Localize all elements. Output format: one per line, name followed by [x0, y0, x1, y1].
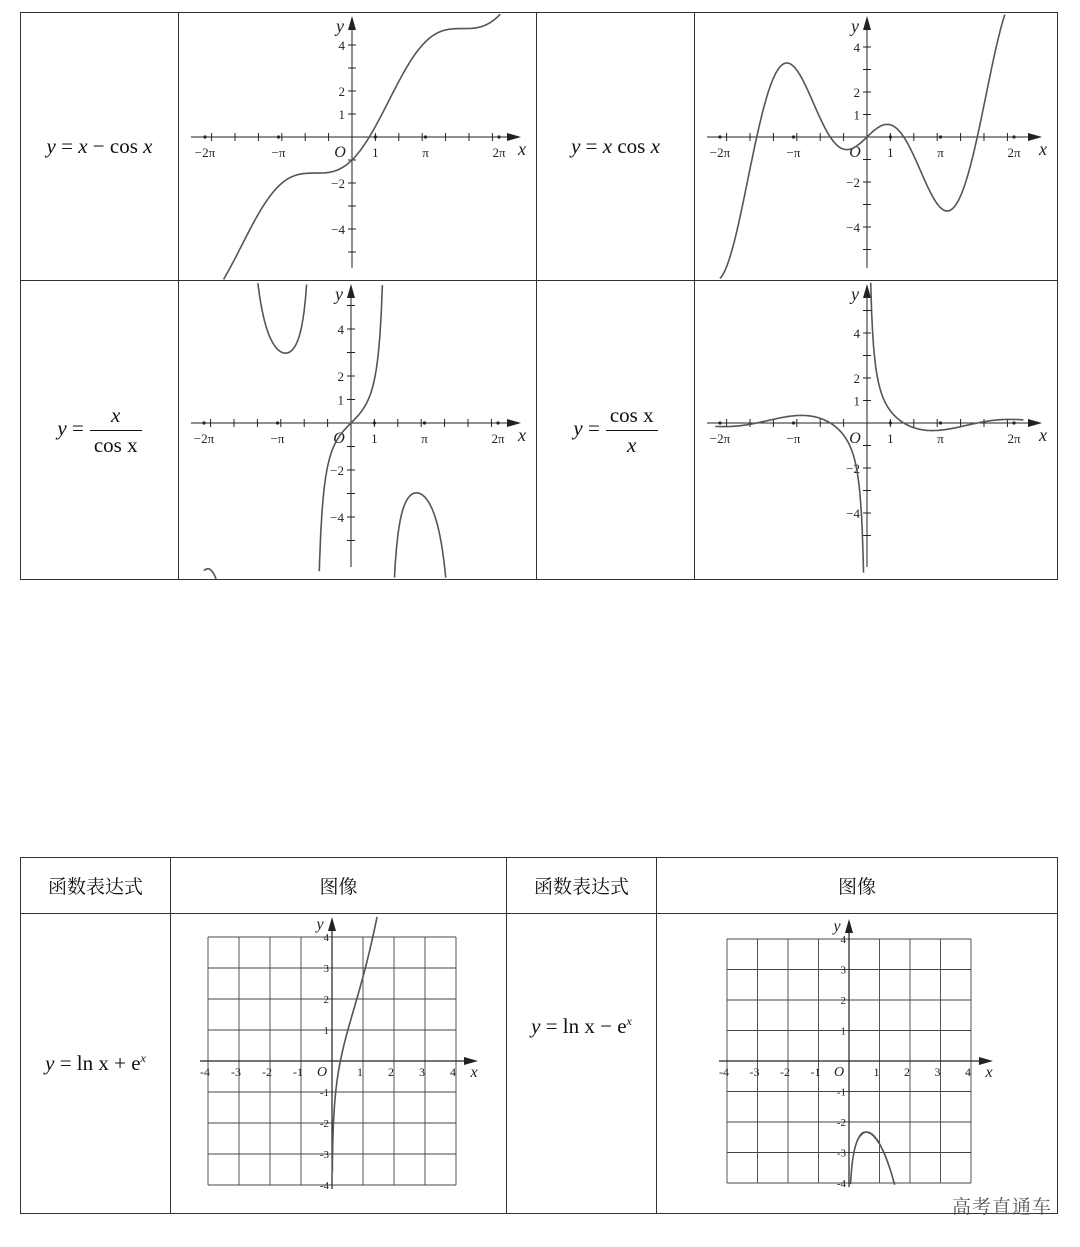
function-curve: [715, 282, 1023, 572]
x-tick-mark: [373, 421, 376, 424]
y-axis-arrow: [863, 16, 871, 30]
function-graph-table-log-exp: [20, 857, 1058, 1214]
y-tick-label: -4: [836, 1177, 846, 1190]
x-tick-label: π: [422, 144, 429, 160]
y-tick-label: 2: [337, 368, 344, 384]
graph-x-over-cosx: [179, 282, 535, 579]
header-expression: 函数表达式: [21, 858, 171, 914]
y-tick-label: −2: [330, 462, 344, 478]
y-tick-label: 3: [323, 962, 329, 975]
x-tick-mark: [939, 135, 942, 138]
formula-cell: [21, 281, 179, 580]
y-axis-arrow: [863, 284, 871, 298]
x-tick-mark: [203, 135, 206, 138]
x-tick-mark: [276, 421, 279, 424]
y-axis-label: y: [335, 283, 343, 304]
y-tick-label: 1: [853, 393, 860, 408]
formula-y-x-over-cosx: y = $\frac{x}{\text{cos x}}$: [57, 416, 141, 440]
y-tick-label: 4: [853, 325, 860, 341]
y-axis-label: y: [336, 15, 344, 36]
y-tick-label: 4: [338, 37, 345, 53]
origin-label: O: [316, 1064, 328, 1080]
table-row: [21, 13, 1058, 281]
graph-cell: [695, 281, 1058, 580]
x-tick-mark: [718, 135, 721, 138]
x-tick-mark: [497, 135, 500, 138]
x-axis-label: x: [1039, 424, 1047, 445]
x-axis-label: x: [985, 1063, 993, 1081]
x-tick-label: -2: [262, 1064, 272, 1079]
y-axis-label: y: [316, 915, 324, 933]
y-tick-label: 2: [323, 993, 329, 1006]
x-axis-label: x: [518, 424, 526, 445]
y-tick-label: -4: [319, 1179, 329, 1192]
table-row: [21, 914, 1058, 1214]
function-curve: [332, 917, 377, 1172]
x-tick-label: -1: [810, 1064, 821, 1079]
x-tick-label: −π: [271, 144, 286, 160]
function-curve: [204, 283, 446, 579]
graph-x-cosx: [695, 14, 1056, 280]
x-tick-label: 1: [371, 430, 378, 446]
x-tick-mark: [277, 135, 280, 138]
x-tick-mark: [496, 421, 499, 424]
y-axis-arrow: [845, 919, 853, 933]
watermark: 高考直通车: [951, 1196, 1052, 1218]
y-tick-label: -3: [836, 1147, 846, 1159]
graph-cell: [179, 13, 537, 281]
x-tick-label: 1: [372, 144, 379, 160]
x-tick-label: 4: [450, 1064, 456, 1079]
x-tick-label: -4: [200, 1064, 210, 1079]
y-axis-label: y: [851, 15, 859, 36]
graph-cell: [179, 281, 537, 580]
x-tick-label: 1: [873, 1064, 880, 1079]
y-tick-label: -3: [319, 1148, 329, 1161]
x-tick-mark: [374, 135, 377, 138]
y-tick-label: 2: [338, 83, 345, 99]
x-tick-label: −π: [786, 430, 801, 446]
x-tick-mark: [792, 421, 795, 424]
header-graph: 图像: [657, 858, 1058, 914]
formula-cell: [21, 13, 179, 281]
origin-label: O: [334, 143, 346, 161]
x-tick-label: π: [937, 144, 944, 160]
graph-x-minus-cosx: [179, 14, 535, 280]
x-tick-label: 1: [887, 430, 894, 446]
function-curve: [224, 14, 501, 279]
y-tick-label: 1: [337, 392, 344, 407]
x-tick-label: 2π: [1007, 144, 1021, 160]
y-tick-label: 2: [840, 994, 846, 1007]
y-tick-label: 4: [323, 931, 329, 944]
formula-y-x-cosx: y = x cos x: [571, 134, 660, 158]
x-axis-label: x: [470, 1063, 478, 1081]
function-graph-table-trig: [20, 12, 1058, 580]
x-tick-label: −π: [786, 144, 801, 160]
y-tick-label: 4: [853, 39, 860, 55]
origin-label: O: [849, 143, 861, 161]
y-tick-label: −4: [331, 221, 345, 237]
y-tick-label: 1: [338, 106, 345, 122]
formula-y-cosx-over-x: y = $\frac{\text{cos x}}{x}$: [573, 416, 657, 440]
x-tick-label: -1: [293, 1064, 303, 1079]
x-tick-label: -3: [749, 1064, 760, 1079]
formula-cell: [537, 281, 695, 580]
y-tick-label: 4: [840, 933, 846, 946]
x-tick-mark: [718, 421, 721, 424]
x-tick-label: 3: [934, 1064, 941, 1079]
x-tick-label: 3: [419, 1064, 425, 1079]
x-tick-mark: [1012, 135, 1015, 138]
x-tick-label: −2π: [194, 144, 216, 160]
y-axis-arrow: [348, 16, 356, 30]
y-tick-label: −4: [846, 219, 860, 235]
y-tick-label: -2: [836, 1116, 846, 1129]
x-tick-label: 1: [357, 1064, 363, 1079]
x-tick-label: -3: [231, 1064, 241, 1079]
header-graph: 图像: [171, 858, 507, 914]
y-tick-label: −2: [331, 175, 345, 191]
x-tick-label: 2π: [491, 430, 505, 446]
y-tick-label: 1: [840, 1025, 846, 1037]
graph-cell: [695, 13, 1058, 281]
formula-cell: [21, 914, 171, 1214]
x-tick-label: −2π: [709, 430, 731, 446]
origin-label: O: [849, 429, 861, 447]
y-tick-label: 2: [853, 370, 860, 386]
x-tick-mark: [1012, 421, 1015, 424]
formula-y-x-minus-cosx: y = x − cos x: [46, 134, 153, 158]
x-tick-label: π: [421, 430, 428, 446]
table-header-row: [21, 858, 1058, 914]
x-tick-label: -2: [780, 1064, 790, 1079]
x-axis-label: x: [1039, 138, 1047, 159]
graph-cell: [657, 914, 1058, 1214]
x-tick-label: -4: [719, 1064, 729, 1079]
y-axis-label: y: [851, 283, 859, 304]
graph-lnx-minus-ex: [657, 915, 1056, 1213]
y-tick-label: 3: [840, 964, 846, 976]
header-expression: 函数表达式: [507, 858, 657, 914]
y-tick-label: −4: [330, 509, 344, 525]
y-tick-label: 1: [853, 107, 860, 122]
function-curve: [720, 14, 1005, 278]
graph-cell: [171, 914, 507, 1214]
formula-cell: [507, 914, 657, 1214]
y-tick-label: −2: [846, 460, 860, 476]
x-tick-mark: [792, 135, 795, 138]
y-tick-label: -2: [319, 1117, 329, 1130]
x-tick-mark: [889, 135, 892, 138]
formula-y-lnx-plus-ex: $y = \ln x + e^x$: [45, 1051, 146, 1075]
y-axis-arrow: [328, 917, 336, 931]
table-row: [21, 281, 1058, 580]
x-tick-mark: [939, 421, 942, 424]
x-tick-label: 1: [887, 144, 894, 160]
graph-cosx-over-x: [695, 282, 1056, 579]
x-tick-label: 2: [388, 1064, 394, 1079]
x-axis-label: x: [518, 138, 526, 159]
y-axis-label: y: [833, 917, 841, 935]
x-tick-label: 2π: [492, 144, 506, 160]
y-axis-arrow: [347, 284, 355, 298]
formula-y-lnx-minus-ex: $y = \ln x - e^x$: [531, 1014, 632, 1038]
origin-label: O: [333, 429, 345, 447]
origin-label: O: [833, 1064, 845, 1080]
x-tick-label: 4: [965, 1064, 971, 1079]
x-tick-mark: [202, 421, 205, 424]
formula-cell: [537, 13, 695, 281]
x-tick-label: 2π: [1007, 430, 1021, 446]
y-tick-label: 4: [337, 321, 344, 337]
x-tick-label: 2: [904, 1064, 910, 1079]
y-tick-label: -1: [836, 1086, 846, 1098]
y-tick-label: −4: [846, 505, 860, 521]
x-tick-mark: [424, 135, 427, 138]
x-tick-label: −π: [270, 430, 285, 446]
graph-lnx-plus-ex: [171, 915, 505, 1213]
y-tick-label: -1: [319, 1086, 329, 1099]
x-tick-mark: [423, 421, 426, 424]
y-tick-label: 1: [323, 1024, 329, 1037]
y-tick-label: −2: [846, 174, 860, 190]
y-tick-label: 2: [853, 84, 860, 100]
x-tick-label: −2π: [193, 430, 215, 446]
function-curve: [851, 1132, 895, 1185]
x-tick-label: −2π: [709, 144, 731, 160]
x-tick-label: π: [937, 430, 944, 446]
x-tick-mark: [889, 421, 892, 424]
